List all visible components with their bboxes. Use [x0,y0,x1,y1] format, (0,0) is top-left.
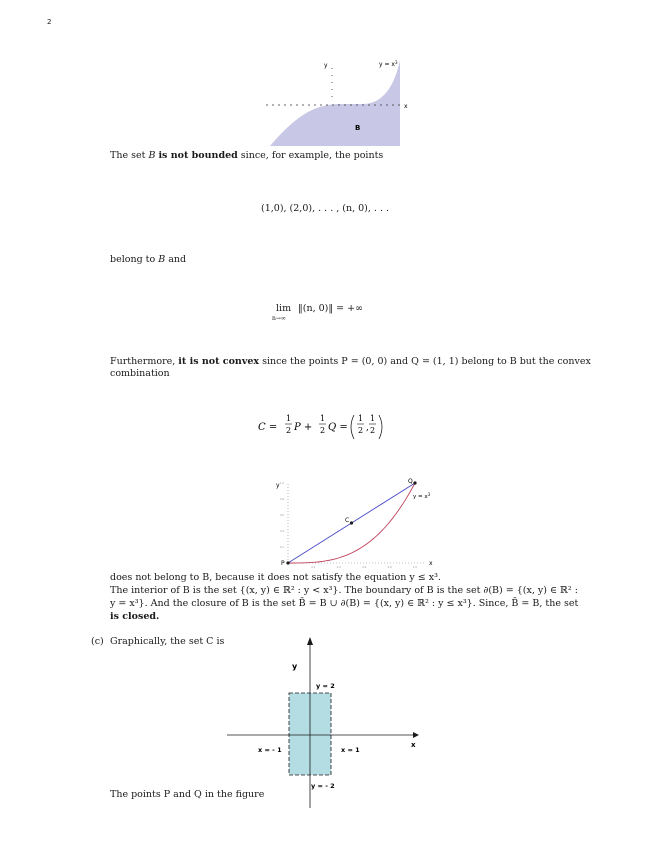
fig3-right-label: x = 1 [341,746,360,754]
fig2-y-label: y [276,482,280,489]
fig3-x-label: x [411,741,416,749]
eq3-p-term: P + [294,422,313,433]
eq3-pair-y-den: 2 [370,426,376,435]
fig2-c-label: C [345,517,350,524]
paragraph-points-figure: The points P and Q in the figure [110,789,265,800]
eq3-pair-y-num: 1 [370,414,376,423]
paragraph-not-convex-line2: combination [110,368,170,379]
item-c-label: (c) [91,636,104,647]
eq3-frac1-num: 1 [286,414,292,423]
equation-convex-combination [258,411,388,443]
fig3-y-label: y [292,662,298,671]
fig2-x-label: x [429,560,433,567]
eq3-pair-x-den: 2 [358,426,364,435]
point-c [350,521,353,524]
fig2-y-tick: 0.4 [280,530,284,533]
fig1-region-label: B [355,124,361,132]
page-number: 2 [47,18,52,26]
eq3-frac2-num: 1 [320,414,326,423]
fig3-bottom-label: y = - 2 [311,782,335,790]
point-q [413,481,416,484]
limit-operator: lim [276,303,292,314]
paragraph-interior-l2: The interior of B is the set {(x, y) ∈ ℝ² : y < x³}. The boundary of B is the set ∂(B) = {(x, y) ∈ ℝ² : [110,585,578,596]
paragraph-not-convex: Furthermore, it is not convex since the points P = (0, 0) and Q = (1, 1) belong to B but the convex [110,356,591,367]
fig2-y-tick: 0.2 [280,546,284,549]
equation-points-sequence: (1,0), (2,0), . . . , (n, 0), . . . [261,203,390,214]
paragraph-interior-l4: is closed. [110,611,160,622]
fig3-top-label: y = 2 [316,682,335,690]
eq3-q-term: Q = [328,422,348,433]
fig2-p-label: P [281,560,285,567]
fig2-y-tick: 0.6 [280,514,284,517]
fig1-x-label: x [404,103,408,110]
fig2-y-tick: 0.8 [280,498,284,501]
paragraph-not-bounded: The set B is not bounded since, for example, the points [110,150,384,161]
limit-subscript: n→∞ [272,315,286,322]
fig1-y-label: y [324,62,328,69]
item-c-text: Graphically, the set C is [110,636,225,647]
eq3-lhs: C = [258,422,278,433]
figure-set-c [225,635,425,810]
fig2-q-label: Q [408,478,413,485]
fig2-y-tick: 1.0 [280,482,284,485]
limit-expression: ‖(n, 0)‖ = +∞ [298,303,363,314]
fig2-x-tick: 1.0 [413,566,417,569]
paragraph-interior-l1: does not belong to B, because it does not satisfy the equation y ≤ x³. [110,572,441,583]
fig3-left-label: x = - 1 [258,746,282,754]
eq3-frac1-den: 2 [286,426,292,435]
eq3-frac2-den: 2 [320,426,326,435]
fig2-x-tick: 0.6 [362,566,367,569]
paragraph-belong: belong to B and [110,254,187,265]
fig2-curve-label: $y = x^3$ [413,492,431,500]
eq3-pair-x-num: 1 [358,414,364,423]
paragraph-interior-l3: y = x³}. And the closure of B is the set B̄ = B ∪ ∂(B) = {(x, y) ∈ ℝ² : y ≤ x³}. Since, B̄ = B, the set [110,598,579,609]
svg-text:,: , [366,423,369,433]
region-b [270,60,400,146]
figure-set-b [262,58,422,148]
figure-convex-combination [276,478,436,570]
fig1-curve-label: $y = x^3$ [379,60,398,68]
point-p [286,561,289,564]
fig2-x-tick: 0.2 [311,566,316,569]
fig2-x-tick: 0.4 [336,566,341,569]
fig2-x-tick: 0.8 [387,566,392,569]
